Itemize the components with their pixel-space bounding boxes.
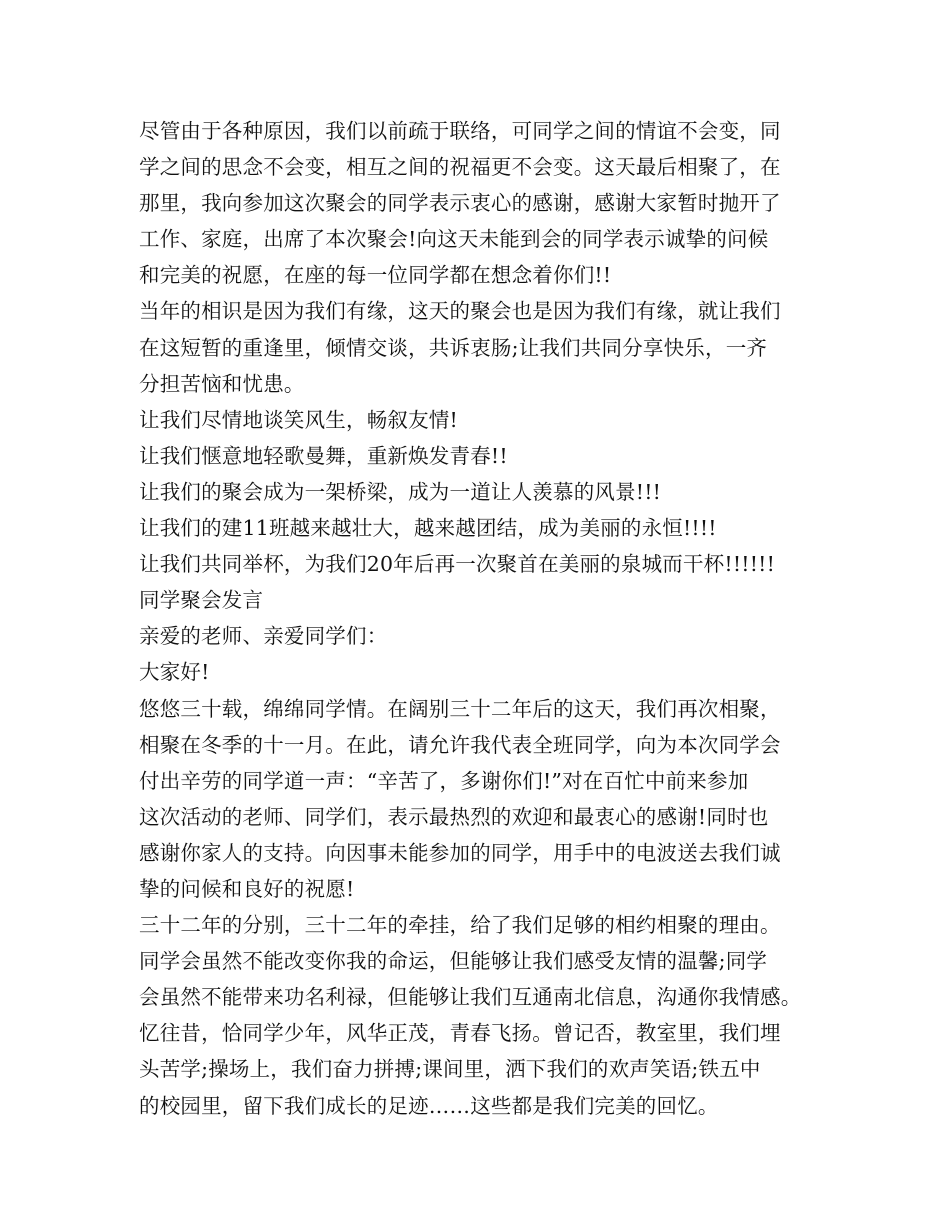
text-line: 会虽然不能带来功名利禄，但能够让我们互通南北信息，沟通你我情感。 [139,985,802,1010]
text-line: 工作、家庭，出席了本次聚会!向这天未能到会的同学表示诚挚的问候 [139,227,769,252]
text-line: 这次活动的老师、同学们，表示最热烈的欢迎和最衷心的感谢!同时也 [139,804,769,829]
text-line: 忆往昔，恰同学少年，风华正茂，青春飞扬。曾记否，教室里，我们埋 [139,1021,781,1046]
text-line: 同学会虽然不能改变你我的命运，但能够让我们感受友情的温馨;同学 [139,949,768,974]
text-line: 学之间的思念不会变，相互之间的祝福更不会变。这天最后相聚了，在 [139,155,781,180]
text-line: 相聚在冬季的十一月。在此，请允许我代表全班同学，向为本次同学会 [139,732,781,757]
text-line: 和完美的祝愿，在座的每一位同学都在想念着你们!! [139,263,612,288]
text-line: 分担苦恼和忧患。 [139,371,305,396]
section-heading: 同学聚会发言 [139,588,264,613]
document-body [139,113,829,1124]
greeting: 大家好! [139,660,210,685]
text-line: 让我们惬意地轻歌曼舞，重新焕发青春!! [139,443,508,468]
text-line: 尽管由于各种原因，我们以前疏于联络，可同学之间的情谊不会变，同 [139,119,781,143]
text-line: 那里，我向参加这次聚会的同学表示衷心的感谢，感谢大家暂时抛开了 [139,191,781,216]
text-line: 悠悠三十载，绵绵同学情。在阔别三十二年后的这天，我们再次相聚， [139,696,781,721]
text-line: 让我们的聚会成为一架桥梁，成为一道让人羡慕的风景!!! [139,479,662,504]
text-line: 让我们共同举杯，为我们20年后再一次聚首在美丽的泉城而干杯!!!!!! [139,552,776,577]
text-line: 让我们尽情地谈笑风生，畅叙友情! [139,407,458,432]
text-line: 感谢你家人的支持。向因事未能参加的同学，用手中的电波送去我们诚 [139,840,781,865]
text-line: 让我们的建11班越来越壮大，越来越团结，成为美丽的永恒!!!! [139,516,717,541]
text-line: 的校园里，留下我们成长的足迹……这些都是我们完美的回忆。 [139,1093,719,1118]
text-line: 头苦学;操场上，我们奋力拼搏;课间里，洒下我们的欢声笑语;铁五中 [139,1057,761,1082]
text-line: 在这短暂的重逢里，倾情交谈，共诉衷肠;让我们共同分享快乐，一齐 [139,335,768,360]
text-line: 当年的相识是因为我们有缘，这天的聚会也是因为我们有缘，就让我们 [139,299,781,324]
salutation: 亲爱的老师、亲爱同学们： [139,624,388,649]
text-line: 三十二年的分别，三十二年的牵挂，给了我们足够的相约相聚的理由。 [139,913,781,938]
text-line: 挚的问候和良好的祝愿! [139,876,355,901]
text-line: 付出辛劳的同学道一声：“辛苦了，多谢你们!”对在百忙中前来参加 [139,768,749,793]
